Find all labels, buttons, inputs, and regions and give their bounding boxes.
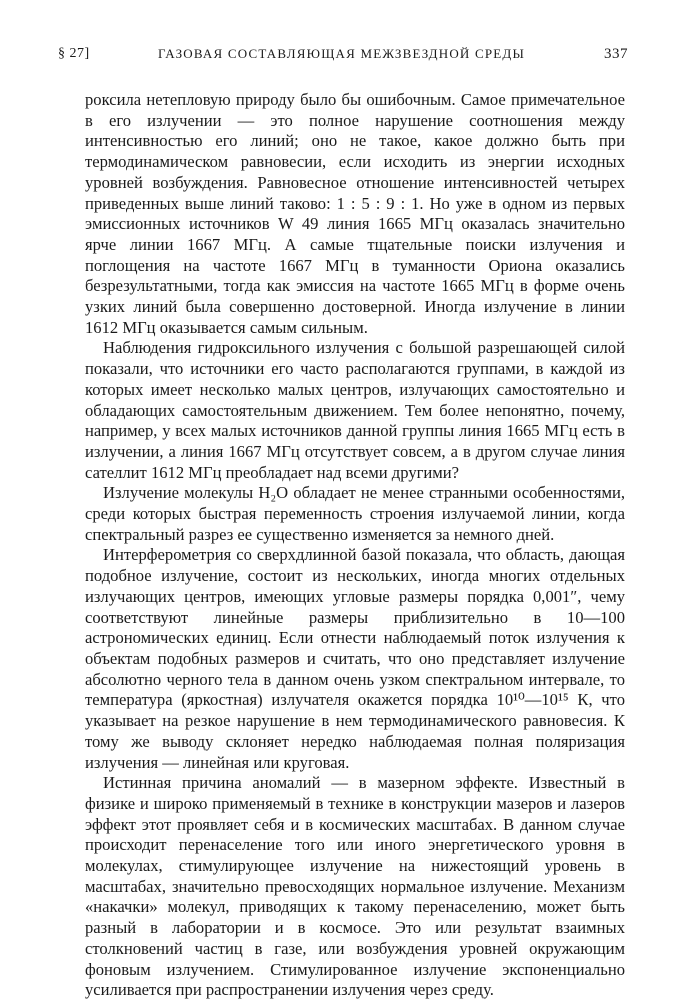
paragraph: Излучение молекулы H₂O обладает не менее странными особенностями, среди которых быстрая переменность строения излучаемой линии, когда спектральный разрез ее существенно изменяется за немного дней. [85,483,625,544]
running-head [58,46,628,68]
paragraph: Интерферометрия со сверхдлинной базой показала, что область, дающая подобное излучение, состоит из нескольких, иногда многих отдельных излучающих центров, имеющих угловые размеры порядка 0,001″, чему соответствуют линейные размеры приблизительно в 10—100 астрономических единиц. Если отнести наблюдаемый поток излучения к объектам подобных размеров и считать, что оно представляет излучение абсолютно черного тела в данном очень узком спектральном интервале, то температура (яркостная) излучателя окажется порядка 10¹⁰—10¹⁵ К, что указывает на резкое нарушение в нем термодинамического равновесия. К тому же выводу склоняет нередко наблюдаемая полная поляризация излучения — линейная или круговая. [85,545,625,772]
paragraph: Наблюдения гидроксильного излучения с большой разрешающей силой показали, что источники его часто располагаются группами, в каждой из которых имеет несколько малых центров, излучающих самостоятельно и обладающих самостоятельным движением. Тем более непонятно, почему, например, у всех малых источников данной группы линия 1665 МГц есть в излучении, а линия 1667 МГц отсутствует совсем, а в другом случае линия сателлит 1612 МГц преобладает над всеми другими? [85,338,625,482]
section-reference: § 27] [58,46,90,61]
running-title: ГАЗОВАЯ СОСТАВЛЯЮЩАЯ МЕЖЗВЕЗДНОЙ СРЕДЫ [158,46,526,61]
paragraph: Истинная причина аномалий — в мазерном эффекте. Известный в физике и широко применяемый в технике в конструкции мазеров и лазеров эффект этот проявляет себя и в космических масштабах. В данном случае происходит перенаселение того или иного энергетического уровня в молекулах, стимулирующее излучение на нижестоящий уровень в масштабах, значительно превосходящих нормальное излучение. Механизм «накачки» молекул, приводящих к такому перенаселению, может быть разный в лаборатории и в космосе. Это или результат взаимных столкновений частиц в газе, или возбуждения уровней окружающим фоновым излучением. Стимулированное излучение экспоненциально усиливается при распространении излучения через среду. [85,773,625,1000]
body-text [85,90,625,1001]
page-number: 337 [604,46,628,62]
paragraph-continuation: роксила нетепловую природу было бы ошибочным. Самое примечательное в его излучении — это полное нарушение соотношения между интенсивностью его линий; оно не такое, какое должно быть при термодинамическом равновесии, если исходить из энергии исходных уровней возбуждения. Равновесное отношение интенсивностей четырех приведенных выше линий таково: 1 : 5 : 9 : 1. Но уже в одном из первых эмиссионных источников W 49 линия 1665 МГц оказалась значительно ярче линии 1667 МГц. А самые тщательные поиски излучения и поглощения на частоте 1667 МГц в туманности Ориона оказались безрезультатными, тогда как эмиссия на частоте 1665 МГц в форме очень узких линий была совершенно достоверной. Иногда излучение в линии 1612 МГц оказывается самым сильным. [85,90,625,337]
